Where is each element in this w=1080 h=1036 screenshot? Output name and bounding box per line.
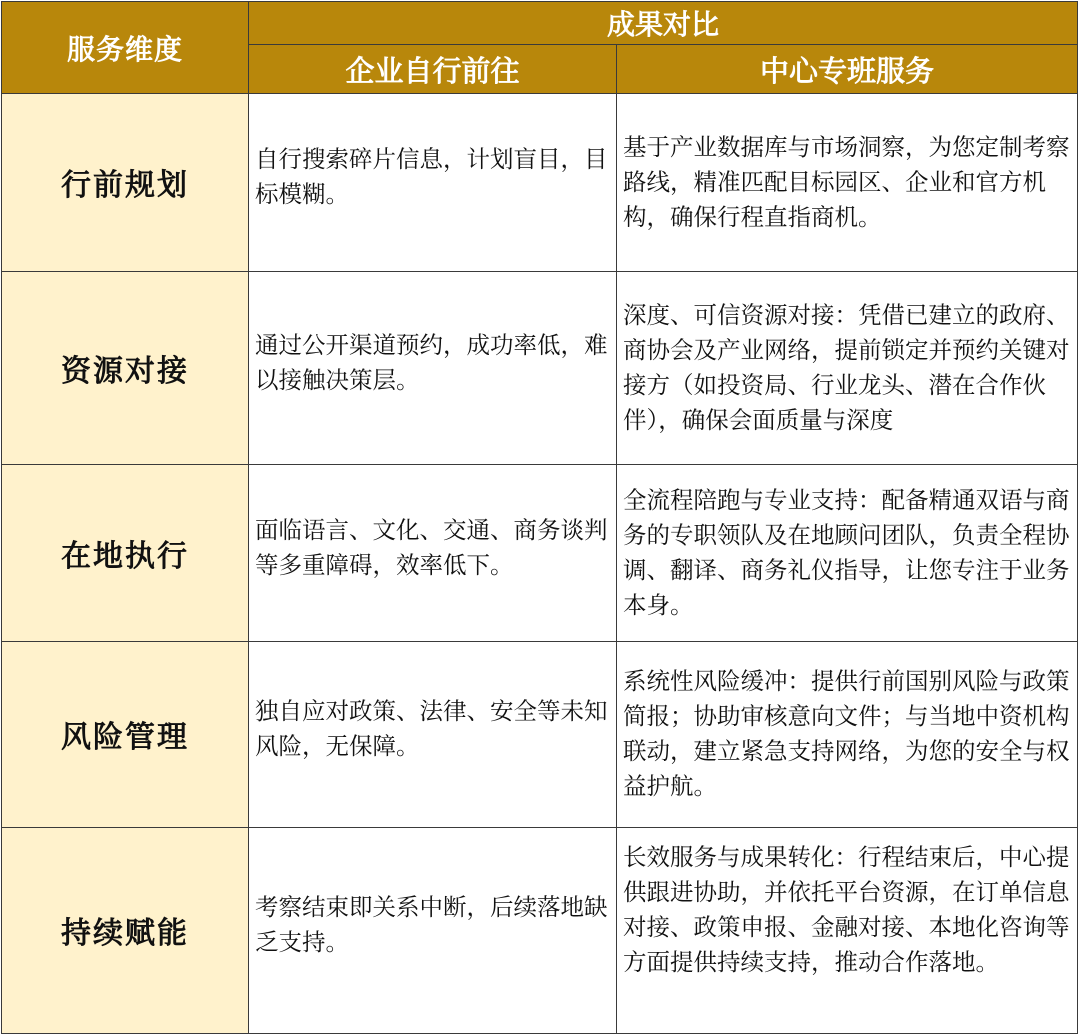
dimension-cell: 风险管理 (2, 641, 249, 827)
header-col-center: 中心专班服务 (617, 45, 1078, 94)
dimension-cell: 在地执行 (2, 464, 249, 641)
self-cell: 自行搜索碎片信息，计划盲目，目标模糊。 (249, 94, 617, 272)
self-cell: 考察结束即关系中断，后续落地缺乏支持。 (249, 827, 617, 1033)
dimension-cell: 资源对接 (2, 271, 249, 464)
header-row-top (2, 2, 1078, 45)
self-cell: 独自应对政策、法律、安全等未知风险，无保障。 (249, 641, 617, 827)
table-row (2, 641, 1078, 827)
dimension-cell: 行前规划 (2, 94, 249, 272)
header-dimension: 服务维度 (2, 2, 249, 94)
service-comparison-table (1, 1, 1078, 1034)
self-cell: 通过公开渠道预约，成功率低，难以接触决策层。 (249, 271, 617, 464)
table-row (2, 271, 1078, 464)
comparison-table-container (0, 1, 1080, 1036)
table-row (2, 94, 1078, 272)
header-col-self: 企业自行前往 (249, 45, 617, 94)
table-row (2, 464, 1078, 641)
center-cell: 长效服务与成果转化：行程结束后，中心提供跟进协助，并依托平台资源，在订单信息对接、政策申报、金融对接、本地化咨询等方面提供持续支持，推动合作落地。 (617, 827, 1078, 1033)
center-cell: 系统性风险缓冲：提供行前国别风险与政策简报；协助审核意向文件；与当地中资机构联动，建立紧急支持网络，为您的安全与权益护航。 (617, 641, 1078, 827)
center-cell: 深度、可信资源对接：凭借已建立的政府、商协会及产业网络，提前锁定并预约关键对接方（如投资局、行业龙头、潜在合作伙伴），确保会面质量与深度 (617, 271, 1078, 464)
dimension-cell: 持续赋能 (2, 827, 249, 1033)
table-row (2, 827, 1078, 1033)
center-cell: 全流程陪跑与专业支持：配备精通双语与商务的专职领队及在地顾问团队，负责全程协调、翻译、商务礼仪指导，让您专注于业务本身。 (617, 464, 1078, 641)
self-cell: 面临语言、文化、交通、商务谈判等多重障碍，效率低下。 (249, 464, 617, 641)
header-group-title: 成果对比 (249, 2, 1078, 45)
center-cell: 基于产业数据库与市场洞察，为您定制考察路线，精准匹配目标园区、企业和官方机构，确保行程直指商机。 (617, 94, 1078, 272)
